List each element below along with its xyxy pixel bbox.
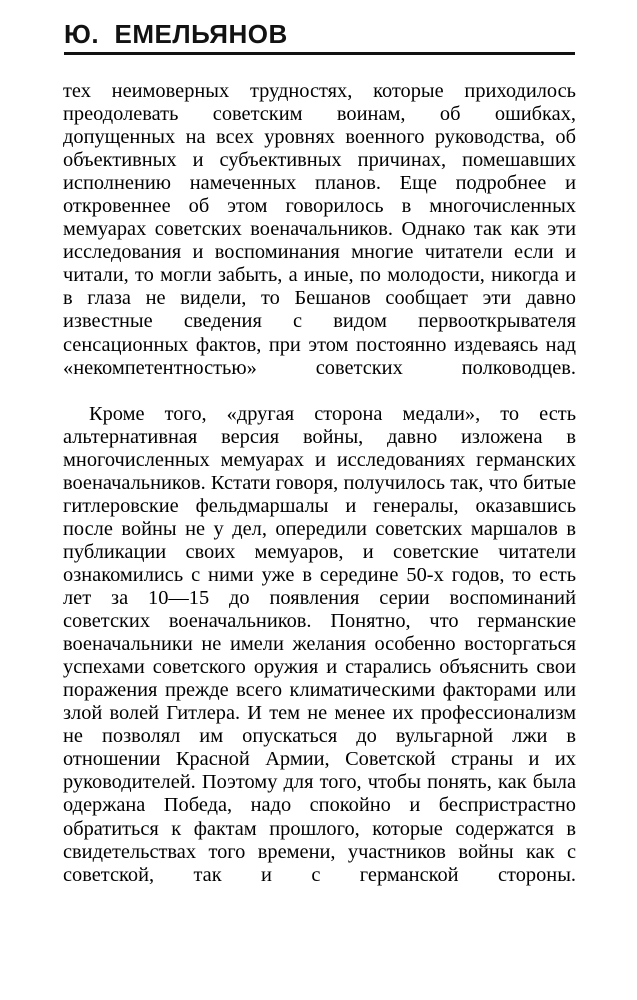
body-text-block <box>63 80 576 910</box>
body-paragraph: Кроме того, «другая сторона медали», то есть альтернативная версия войны, давно изложена в многочисленных мемуарах и исследованиях германских военачальников. Кстати говоря, получилось так, что битые гитлеровские фельдмаршалы и генералы, оказавшись после войны не у дел, опередили советских маршалов в публикации своих мемуаров, и советские читатели ознакомились с ними уже в середине 50-х годов, то есть лет за 10—15 до появления серии воспоминаний советских военачальников. Понятно, что германские военачальники не имели желания особенно восторгаться успехами советского оружия и старались объяснить свои поражения прежде всего климатическими факторами или злой волей Гитлера. И тем не менее их профессионализм не позволял им опускаться до вульгарной лжи в отношении Красной Армии, Советской страны и их руководителей. Поэтому для того, чтобы понять, как была одержана Победа, надо спокойно и беспристрастно обратиться к фактам прошлого, которые содержатся в свидетельствах того времени, участников войны как с советской, так и с германской стороны. <box>63 402 576 886</box>
body-paragraph: тех неимоверных трудностях, которые приходилось преодолевать советским воинам, об ошибках, допущенных на всех уровнях военного руководства, об объективных и субъективных причинах, помешавших исполнению намеченных планов. Еще подробнее и откровеннее об этом говорилось в многочисленных мемуарах советских военачальников. Однако так как эти исследования и воспоминания многие читатели если и читали, то могли забыть, а иные, по молодости, никогда и в глаза не видели, то Бешанов сообщает эти давно известные сведения с видом первооткрывателя сенсационных фактов, при этом постоянно издеваясь над «некомпетентностью» советских полководцев. <box>63 80 576 379</box>
running-head-author: Ю. ЕМЕЛЬЯНОВ <box>64 19 288 49</box>
running-head-divider <box>64 52 575 55</box>
running-head <box>64 19 575 55</box>
